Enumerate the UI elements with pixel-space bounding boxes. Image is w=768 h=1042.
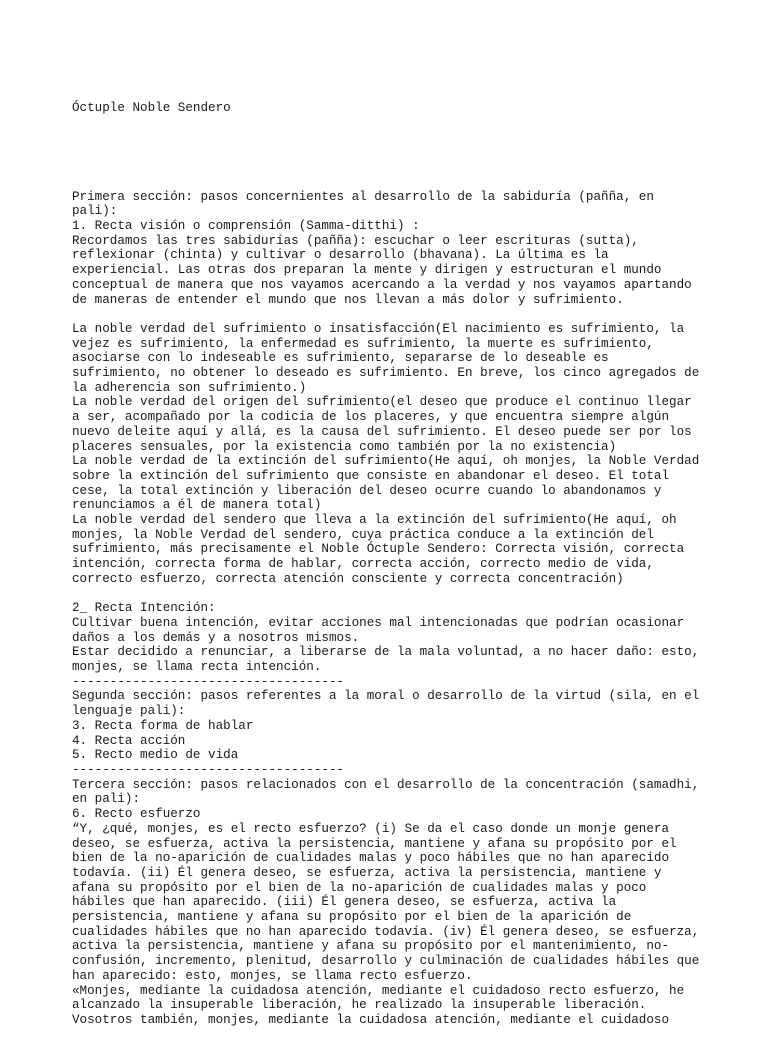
text-line: deseo, se esfuerza, activa la persistencia, mantiene y afana su propósito por el: [72, 836, 677, 851]
text-line: bien de la no-aparición de cualidades malas y poco hábiles que no han aparecido: [72, 851, 670, 866]
text-line: la adherencia son sufrimiento.): [72, 380, 307, 395]
text-line: ------------------------------------: [72, 763, 345, 777]
text-line: cualidades hábiles que no han aparecido todavía. (iv) Él genera deseo, se esfuerza,: [72, 924, 700, 939]
text-line: todavía. (ii) Él genera deseo, se esfuerza, activa la persistencia, mantiene y: [72, 865, 662, 880]
text-line: Segunda sección: pasos referentes a la moral o desarrollo de la virtud (sila, en el: [72, 689, 700, 704]
blank-line: [72, 307, 712, 322]
text-line: «Monjes, mediante la cuidadosa atención, mediante el cuidadoso recto esfuerzo, he: [72, 983, 685, 998]
text-line: asociarse con lo indeseable es sufrimiento, separarse de lo deseable es: [72, 351, 609, 366]
text-line: vejez es sufrimiento, la enfermedad es sufrimiento, la muerte es sufrimiento,: [72, 336, 654, 351]
text-line: confusión, incremento, plenitud, desarrollo y culminación de cualidades hábiles que: [72, 954, 700, 969]
paragraph: [72, 601, 712, 1027]
text-line: cese, la total extinción y liberación del deseo ocurre cuando lo abandonamos y: [72, 483, 662, 498]
text-line: Vosotros también, monjes, mediante la cuidadosa atención, mediante el cuidadoso: [72, 1012, 670, 1027]
text-line: hábiles que han aparecido. (iii) Él genera deseo, se esfuerza, activa la: [72, 895, 617, 910]
text-line: renunciamos a él de manera total): [72, 498, 322, 513]
text-line: 6. Recto esfuerzo: [72, 807, 201, 822]
text-line: reflexionar (chinta) y cultivar o desarrollo (bhavana). La última es la: [72, 248, 609, 263]
text-line: alcanzado la insuperable liberación, he realizado la insuperable liberación.: [72, 998, 647, 1013]
text-line: 3. Recta forma de hablar: [72, 718, 254, 733]
text-line: han aparecido: esto, monjes, se llama recto esfuerzo.: [72, 968, 473, 983]
text-line: de maneras de entender el mundo que nos llevan a más dolor y sufrimiento.: [72, 292, 624, 307]
text-line: La noble verdad del sendero que lleva a la extinción del sufrimiento(He aquí, oh: [72, 513, 677, 528]
text-line: monjes, se llama recta intención.: [72, 660, 322, 675]
text-line: experiencial. Las otras dos preparan la mente y dirigen y estructuran el mundo: [72, 263, 662, 278]
blank-line: [72, 146, 712, 161]
text-line: daños a los demás y a nosotros mismos.: [72, 630, 360, 645]
text-line: Primera sección: pasos concernientes al desarrollo de la sabiduría (pañña, en: [72, 189, 654, 204]
document-page: [72, 72, 712, 1042]
document-title: Óctuple Noble Sendero: [72, 101, 231, 116]
paragraph: [72, 322, 712, 587]
text-line: conceptual de manera que nos vayamos acercando a la verdad y nos vayamos apartando: [72, 277, 692, 292]
text-line: “Y, ¿qué, monjes, es el recto esfuerzo? (i) Se da el caso donde un monje genera: [72, 821, 670, 836]
text-line: persistencia, mantiene y afana su propósito por el bien de la aparición de: [72, 910, 632, 925]
text-line: sufrimiento, más precisamente el Noble Óctuple Sendero: Correcta visión, correcta: [72, 542, 685, 557]
text-line: activa la persistencia, mantiene y afana su propósito por el mantenimiento, no-: [72, 939, 670, 954]
paragraph: [72, 190, 712, 308]
text-line: ------------------------------------: [72, 674, 345, 689]
text-line: afana su propósito por el bien de la no-aparición de cualidades malas y poco: [72, 880, 647, 895]
text-line: La noble verdad del sufrimiento o insatisfacción(El nacimiento es sufrimiento, la: [72, 321, 685, 336]
text-line: a ser, acompañado por la codicia de los placeres, y que encuentra siempre algún: [72, 410, 670, 425]
text-line: Estar decidido a renunciar, a liberarse de la mala voluntad, a no hacer daño: esto,: [72, 645, 700, 660]
text-line: La noble verdad del origen del sufrimiento(el deseo que produce el continuo llegar: [72, 395, 692, 410]
text-line: Recordamos las tres sabidurías (pañña): escuchar o leer escrituras (sutta),: [72, 233, 639, 248]
text-line: nuevo deleite aquí y allá, es la causa del sufrimiento. El deseo puede ser por los: [72, 424, 692, 439]
text-line: intención, correcta forma de hablar, correcta acción, correcto medio de vida,: [72, 557, 654, 572]
blank-line: [72, 587, 712, 602]
text-line: sufrimiento, no obtener lo deseado es sufrimiento. En breve, los cinco agregados de: [72, 366, 700, 381]
text-line: 4. Recta acción: [72, 733, 186, 748]
text-line: pali):: [72, 204, 118, 219]
text-line: placeres sensuales, por la existencia como también por la no existencia): [72, 439, 617, 454]
text-line: 1. Recta visión o comprensión (Samma-ditthi) :: [72, 219, 420, 234]
document-body: [72, 190, 712, 1028]
text-line: Tercera sección: pasos relacionados con el desarrollo de la concentración (samadhi,: [72, 777, 700, 792]
text-line: correcto esfuerzo, correcta atención consciente y correcta concentración): [72, 571, 624, 586]
text-line: Cultivar buena intención, evitar acciones mal intencionadas que podrían ocasionar: [72, 615, 685, 630]
text-line: en pali):: [72, 792, 141, 807]
text-line: 5. Recto medio de vida: [72, 748, 239, 763]
text-line: lenguaje pali):: [72, 704, 186, 719]
text-line: monjes, la Noble Verdad del sendero, cuya práctica conduce a la extinción del: [72, 527, 654, 542]
text-line: La noble verdad de la extinción del sufrimiento(He aquí, oh monjes, la Noble Verdad: [72, 454, 700, 469]
text-line: 2_ Recta Intención:: [72, 601, 216, 616]
text-line: sobre la extinción del sufrimiento que consiste en abandonar el deseo. El total: [72, 468, 670, 483]
